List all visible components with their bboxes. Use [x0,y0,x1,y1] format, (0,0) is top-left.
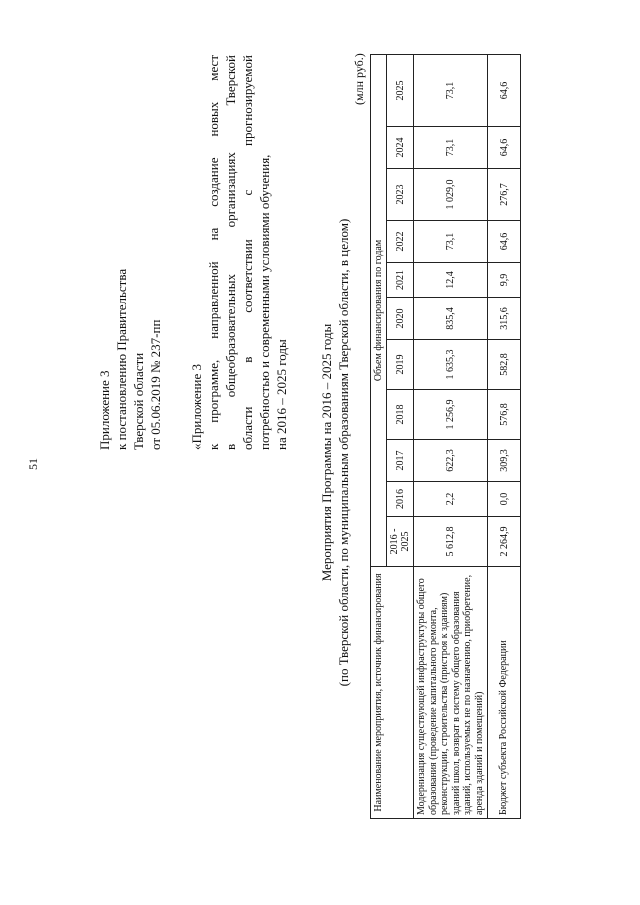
units-label: (млн руб.) [352,53,366,105]
year-header: 2021 [387,263,414,298]
year-header: 2019 [387,340,414,390]
value-cell: 2,2 [414,482,488,517]
annex-header [96,269,164,450]
annex-reference [188,55,290,450]
value-cell: 622,3 [414,440,488,482]
document-heading [318,0,352,905]
value-cell: 276,7 [488,169,521,221]
value-cell: 1 635,3 [414,340,488,390]
annex-header-line: от 05.06.2019 № 237-пп [148,319,163,450]
annex-header-line: к постановлению Правительства [114,268,129,450]
value-cell: 73,1 [414,221,488,263]
header-name-cell: Наименование мероприятия, источник финансирования [371,567,414,819]
annex-header-line: Тверской области [131,352,146,450]
value-cell: 582,8 [488,340,521,390]
heading-title: Мероприятия Программы на 2016 – 2025 годы [319,323,334,582]
page-number: 51 [26,458,40,470]
row-name-cell: Модернизация существующей инфраструктуры общего образования (проведение капитального ремонта, реконструкции, строительства (пристроя к зданиям) зданий школ, возврат в систему общего образования зданий, используемых не по назначению, приобретение, аренда зданий и помещений) [414,567,488,819]
value-cell: 73,1 [414,127,488,169]
year-header: 2016 - 2025 [387,517,414,567]
value-cell: 315,6 [488,298,521,340]
annex-reference-line: на 2016 – 2025 годы [274,339,289,450]
year-header: 2023 [387,169,414,221]
value-cell: 2 264,9 [488,517,521,567]
year-header: 2018 [387,390,414,440]
annex-reference-line: области в соответствии с прогнозируемой [240,55,255,450]
year-header: 2025 [387,54,414,126]
table-header-row [371,54,387,818]
annex-reference-line: «Приложение 3 [189,363,204,450]
row-name-cell: Бюджет субъекта Российской Федерации [488,567,521,819]
value-cell: 64,6 [488,127,521,169]
value-cell: 64,6 [488,221,521,263]
financing-table [370,54,521,819]
year-header: 2020 [387,298,414,340]
value-cell: 73,1 [414,54,488,126]
value-cell: 9,9 [488,263,521,298]
value-cell: 64,6 [488,54,521,126]
value-cell: 835,4 [414,298,488,340]
header-volume-cell: Объем финансирования по годам [371,54,387,566]
year-header: 2016 [387,482,414,517]
year-header: 2022 [387,221,414,263]
heading-subtitle: (по Тверской области, по муниципальным образованиям Тверской области, в целом) [336,218,351,687]
value-cell: 1 029,0 [414,169,488,221]
value-cell: 5 612,8 [414,517,488,567]
value-cell: 309,3 [488,440,521,482]
year-header: 2017 [387,440,414,482]
year-header: 2024 [387,127,414,169]
value-cell: 1 256,9 [414,390,488,440]
value-cell: 0,0 [488,482,521,517]
table-row [488,54,521,818]
annex-reference-line: потребностью и современными условиями обучения, [257,154,272,450]
annex-header-line: Приложение 3 [97,370,112,450]
value-cell: 12,4 [414,263,488,298]
table-row [414,54,488,818]
annex-reference-line: в общеобразовательных организациях Тверской [223,55,238,450]
value-cell: 576,8 [488,390,521,440]
annex-reference-line: к программе, направленной на создание новых мест [206,55,221,450]
